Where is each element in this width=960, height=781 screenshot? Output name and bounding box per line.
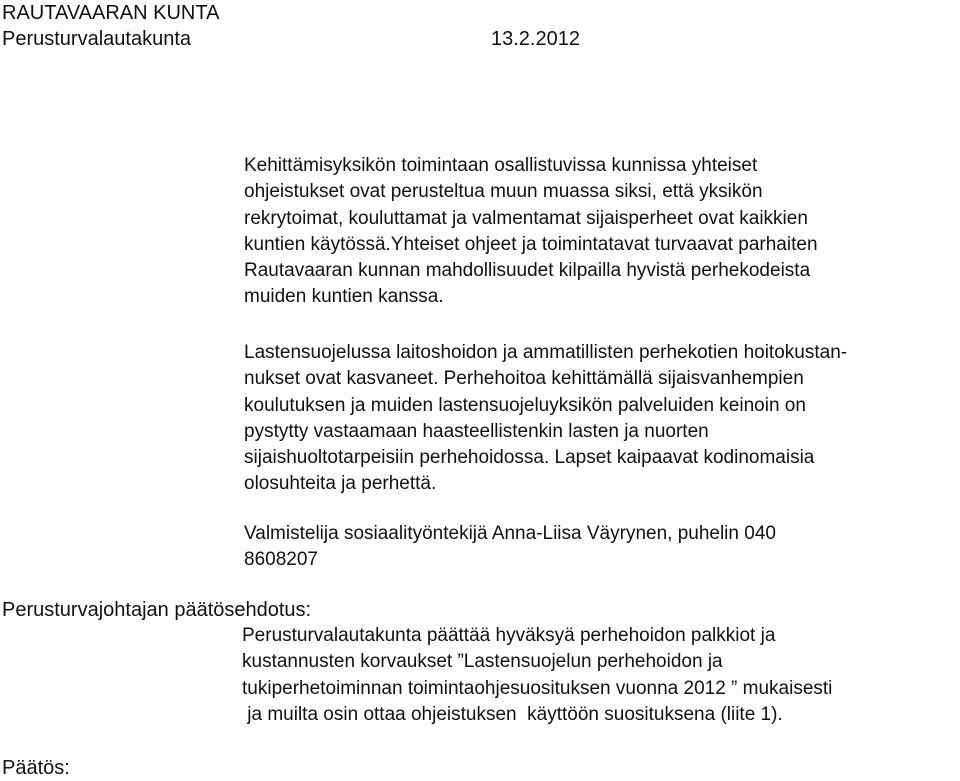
meeting-date: 13.2.2012: [491, 28, 580, 50]
department-name: Perusturvalautakunta: [2, 28, 192, 50]
paragraph-line: pystytty vastaamaan haasteellistenkin lasten ja nuorten: [244, 420, 709, 442]
paragraph-line: olosuhteita ja perhettä.: [244, 473, 437, 495]
paragraph-child-welfare-costs: [244, 340, 960, 498]
decision-label: Päätös:: [2, 757, 70, 779]
organization-name: RAUTAVAARAN KUNTA: [2, 2, 220, 24]
proposal-line: Perusturvalautakunta päättää hyväksyä perhehoidon palkkiot ja: [242, 625, 776, 646]
paragraph-line: Kehittämisyksikön toimintaan osallistuvissa kunnissa yhteiset: [244, 155, 758, 176]
proposal-line: kustannusten korvaukset ”Lastensuojelun perhehoidon ja: [242, 651, 723, 673]
paragraph-line: Lastensuojelussa laitoshoidon ja ammatillisten perhekotien hoitokustan-: [244, 342, 848, 363]
paragraph-line: 8608207: [244, 549, 318, 571]
paragraph-line: sijaishuoltotarpeisiin perhehoidossa. Lapset kaipaavat kodinomaisia: [244, 447, 815, 469]
paragraph-line: kuntien käytössä.Yhteiset ohjeet ja toimintatavat turvaavat parhaiten: [244, 233, 818, 255]
paragraph-shared-guidelines: [244, 153, 960, 311]
paragraph-line: nukset ovat kasvaneet. Perhehoitoa kehittämällä sijaisvanhempien: [244, 368, 804, 390]
paragraph-line: rekrytoimat, kouluttamat ja valmentamat sijaisperheet ovat kaikkien: [244, 207, 808, 229]
proposal-line: tukiperhetoiminnan toimintaohjesuosituksen vuonna 2012 ” mukaisesti: [242, 677, 833, 699]
paragraph-line: muiden kuntien kanssa.: [244, 286, 444, 308]
paragraph-line: Rautavaaran kunnan mahdollisuudet kilpailla hyvistä perhekodeista: [244, 260, 811, 282]
proposal-label: Perusturvajohtajan päätösehdotus:: [2, 599, 312, 621]
paragraph-line: koulutuksen ja muiden lastensuojeluyksikön palveluiden keinoin on: [244, 394, 806, 416]
paragraph-line: Valmistelija sosiaalityöntekijä Anna-Liisa Väyrynen, puhelin 040: [244, 523, 776, 544]
paragraph-line: ohjeistukset ovat perusteltua muun muassa siksi, että yksikön: [244, 181, 763, 203]
paragraph-preparer: [244, 521, 960, 574]
proposal-text: [242, 623, 832, 728]
proposal-line: ja muilta osin ottaa ohjeistuksen käyttöön suosituksena (liite 1).: [242, 703, 783, 725]
